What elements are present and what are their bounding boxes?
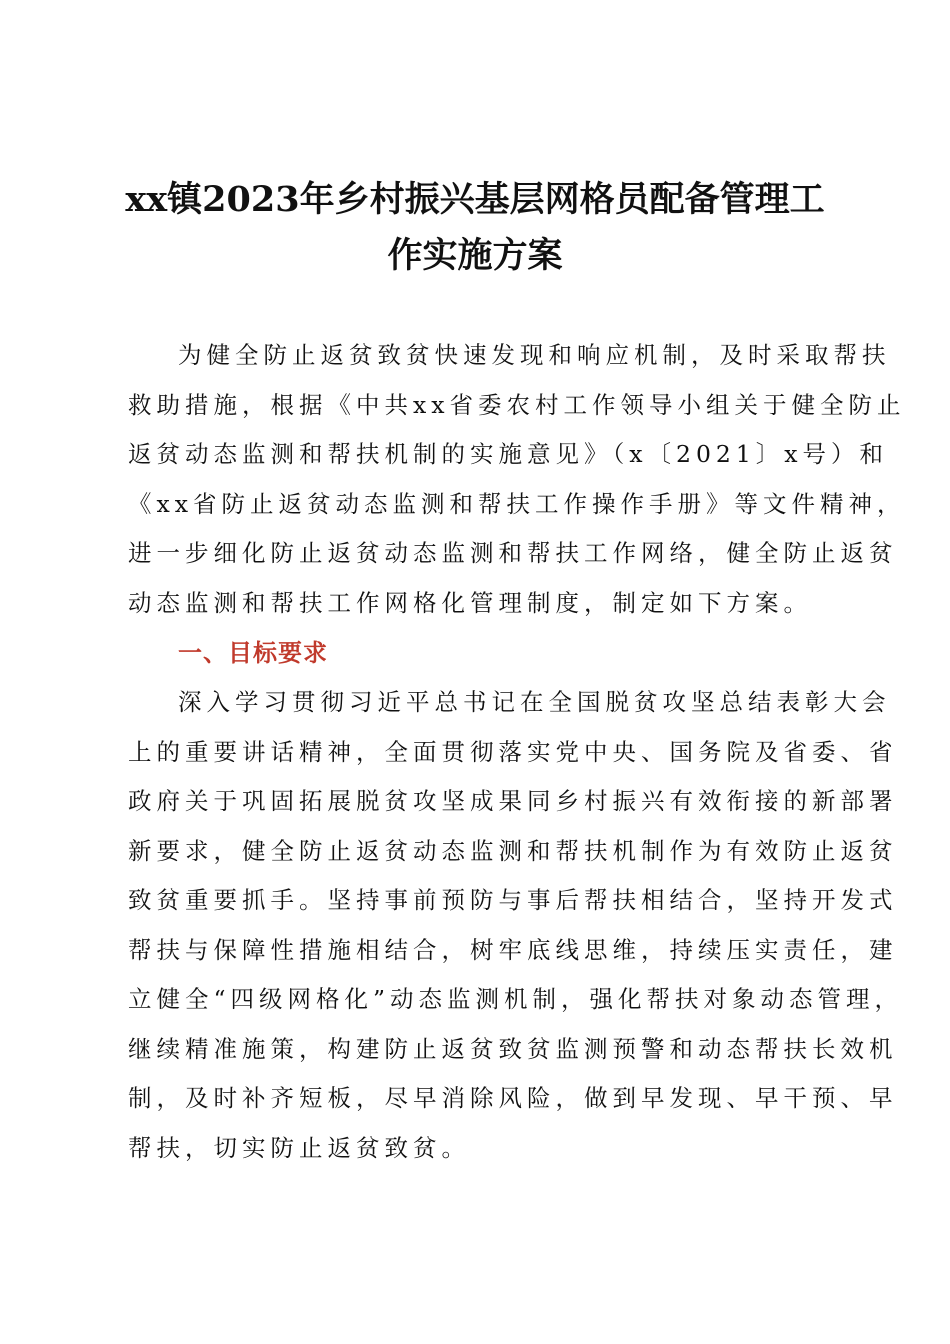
paragraph-line: 帮扶与保障性措施相结合，树牢底线思维，持续压实责任，建 <box>128 935 898 964</box>
paragraph-line: 继续精准施策，构建防止返贫致贫监测预警和动态帮扶长效机 <box>128 1034 898 1063</box>
paragraph-line: 立健全“四级网格化”动态监测机制，强化帮扶对象动态管理， <box>128 985 904 1013</box>
title-line-2: 作实施方案 <box>387 235 563 276</box>
paragraph-line: 政府关于巩固拓展脱贫攻坚成果同乡村振兴有效衔接的新部署 <box>128 787 898 815</box>
paragraph-line: 制，及时补齐短板，尽早消除风险，做到早发现、早干预、早 <box>128 1084 898 1112</box>
paragraph-line: 进一步细化防止返贫动态监测和帮扶工作网络，健全防止返贫 <box>128 539 898 567</box>
paragraph-line: 返贫动态监测和帮扶机制的实施意见》（x〔2021〕x号）和 <box>128 440 889 468</box>
paragraph-line: 动态监测和帮扶工作网格化管理制度，制定如下方案。 <box>128 588 812 617</box>
paragraph-line: 深入学习贯彻习近平总书记在全国脱贫攻坚总结表彰大会 <box>178 688 891 716</box>
section-heading: 一、目标要求 <box>178 639 328 667</box>
title-line-1: xx镇2023年乡村振兴基层网格员配备管理工 <box>125 179 825 220</box>
paragraph-line: 上的重要讲话精神，全面贯彻落实党中央、国务院及省委、省 <box>128 737 898 766</box>
paragraph-line: 救助措施，根据《中共xx省委农村工作领导小组关于健全防止 <box>128 390 906 419</box>
paragraph-line: 致贫重要抓手。坚持事前预防与事后帮扶相结合，坚持开发式 <box>128 886 898 914</box>
paragraph-line: 帮扶，切实防止返贫致贫。 <box>128 1133 470 1162</box>
paragraph-line: 为健全防止返贫致贫快速发现和响应机制，及时采取帮扶 <box>178 341 891 369</box>
paragraph-goals <box>128 678 904 1173</box>
paragraph-line: 新要求，健全防止返贫动态监测和帮扶机制作为有效防止返贫 <box>128 836 898 865</box>
paragraph-line: 《xx省防止返贫动态监测和帮扶工作操作手册》等文件精神， <box>128 489 906 518</box>
paragraph-intro <box>128 331 906 628</box>
document-title <box>110 172 840 284</box>
